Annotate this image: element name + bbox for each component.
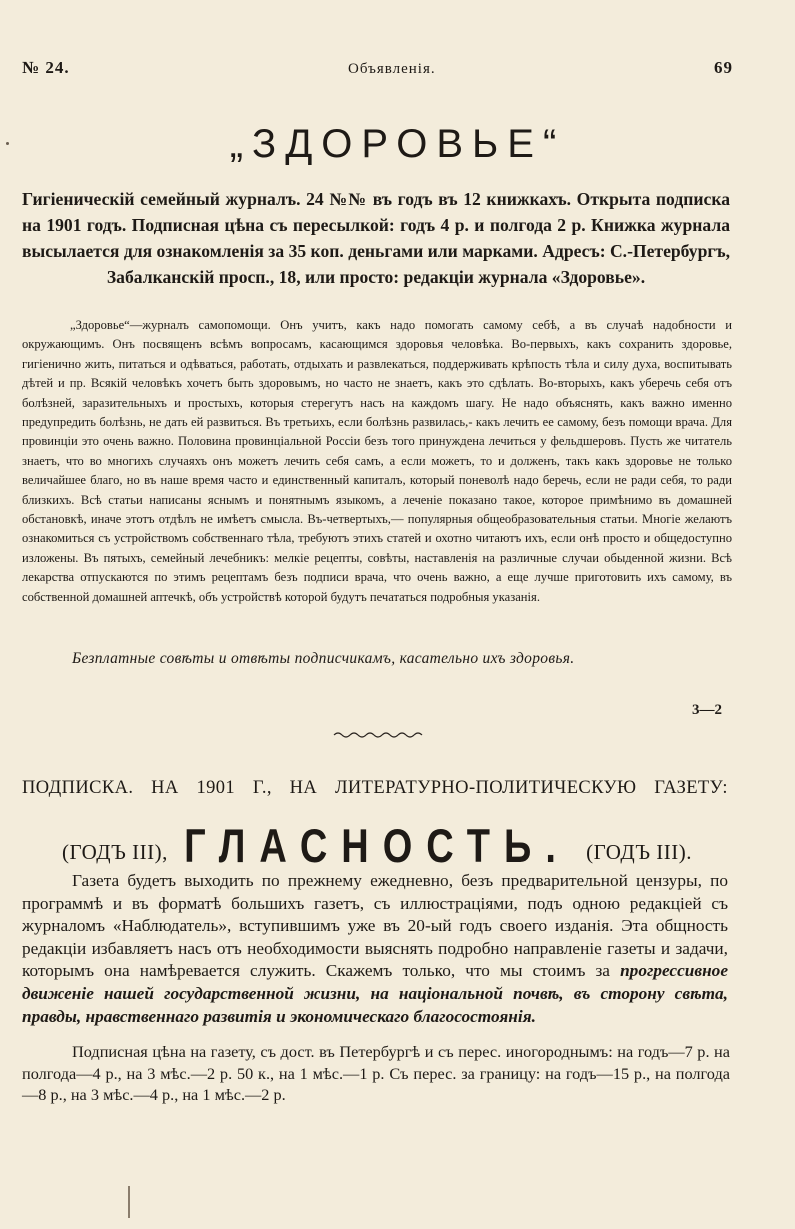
year-right: (ГОДЪ III). <box>586 840 692 864</box>
body-emphasis: прогрессивное движеніе нашей государственной жизни, на національной почвѣ, въ сторону свѣта, правды, нравственнаго развитія и экономическаго благосостоянія. <box>22 961 728 1026</box>
issue-number: № 24. <box>22 58 70 77</box>
page-number: 69 <box>714 58 733 77</box>
heading-word: ГАЗЕТУ: <box>654 778 728 798</box>
ad-glasnost-heading <box>22 778 728 799</box>
heading-word: НА <box>289 778 318 798</box>
ad-glasnost-body <box>22 870 728 1028</box>
ad-zdorovye-lead: Гигіеническій семейный журналъ. 24 №№ въ годъ въ 12 книжкахъ. Открыта подписка на 1901 годъ. Подписная цѣна съ пересылкой: годъ 4 р. и полгода 2 р. Книжка журнала высылается для ознакомленія за 35 коп. деньгами или марками. Адресъ: С.-Петербургъ, Забалканскій просп., 18, или просто: редакціи журнала «Здоровье». <box>22 189 731 287</box>
ad-zdorovye-body: „Здоровье“—журналъ самопомощи. Онъ учитъ, какъ надо помогать самому себѣ, а въ случаѣ надобности и окружающимъ. Онъ посвященъ всѣмъ вопросамъ, касающимся здоровья человѣка. Во-первыхъ, какъ сохранить здоровье, гигіенично жить, питаться и одѣваться, работать, отдыхать и развлекаться, поддерживать крѣпость тѣла и силу духа, воспитывать дѣтей и пр. Всякій человѣкъ хочетъ быть здоровымъ, но часто не знаетъ, какъ это сдѣлать. Во-вторыхъ, какъ уберечь себя отъ болѣзней, заразительныхъ и простыхъ, которыя стерегутъ насъ на каждомъ шагу. Не надо объяснять, какъ важно именно предупредить болѣзнь, не дать ей развиться. Въ третьихъ, если болѣзнь развилась,- какъ лечить ее самому, безъ помощи врача. Для провинціи это очень важно. Половина провинціальной Россіи безъ того принуждена лечиться у фельдшеровъ. Пусть же читатель знаетъ, что во многихъ случаяхъ онъ можетъ лечить себя самъ, а если можетъ, то и долженъ, такъ какъ здоровье не только величайшее благо, но въ наше время часто и единственный капиталъ, который поневолѣ надо беречь, если не ради себя, то ради близкихъ. Всѣ статьи написаны яснымъ и понятнымъ языкомъ, а леченіе показано такое, которое примѣнимо въ домашней обстановкѣ, иначе этотъ отдѣлъ не имѣетъ смысла. Въ-четвертыхъ,— популярныя общеобразовательныя статьи. Многіе желаютъ ознакомиться съ устройствомъ собственнаго тѣла, требуютъ этихъ статей и охотно читаютъ ихъ, если онѣ просто и общедоступно изложены. Въ пятыхъ, семейный лечебникъ: мелкіе рецепты, совѣты, наставленія на различные случаи обыденной жизни. Всѣ лекарства отпускаются по этимъ рецептамъ безъ подписи врача, что очень важно, а еще лучше приготовить ихъ самому, въ собственной домашней аптечкѣ, объ устройствѣ которой будутъ печататься подробныя указанія. <box>22 318 732 604</box>
ad-glasnost-title-row <box>62 820 692 874</box>
ad-zdorovye-free-advice: Безплатные совѣты и отвѣты подписчикамъ, касательно ихъ здоровья. <box>72 650 575 667</box>
ad-zdorovye-title: „ЗДОРОВЬЕ“ <box>229 122 566 166</box>
body-text: Газета будетъ выходить по прежнему ежедневно, безъ предварительной цензуры, по программѣ и въ форматѣ большихъ газетъ, съ иллюстраціями, подъ одною редакціей съ журналомъ «Наблюдатель», вступившимъ уже въ 20-ый годъ своего изданія. Эта общность редакціи избавляетъ насъ отъ необходимости выяснять подробно направленіе газеты и задачи, которымъ она намѣревается служить. Скажемъ только, что мы стоимъ за <box>22 871 728 981</box>
page-header <box>22 58 733 78</box>
divider-flourish <box>332 730 424 740</box>
heading-word: ЛИТЕРАТУРНО-ПОЛИТИЧЕСКУЮ <box>334 778 637 798</box>
heading-word: ПОДПИСКА. <box>22 778 134 798</box>
section-title: Объявленія. <box>347 61 436 77</box>
year-left: (ГОДЪ III), <box>62 840 168 864</box>
ad-run-mark: 3—2 <box>692 702 722 718</box>
heading-word: 1901 <box>196 778 236 798</box>
newspaper-title: ГЛАСНОСТЬ. <box>184 820 570 874</box>
heading-word: Г., <box>252 778 272 798</box>
page-mark <box>128 1186 130 1218</box>
heading-word: НА <box>151 778 179 798</box>
ad-glasnost-price: Подписная цѣна на газету, съ дост. въ Петербургѣ и съ перес. иногороднымъ: на годъ—7 р. на полгода—4 р., на 3 мѣс.—2 р. 50 к., на 1 мѣс.—1 р. Съ перес. за границу: на годъ—15 р., на полгода—8 р., на 3 мѣс.—4 р., на 1 мѣс.—2 р. <box>22 1042 730 1105</box>
